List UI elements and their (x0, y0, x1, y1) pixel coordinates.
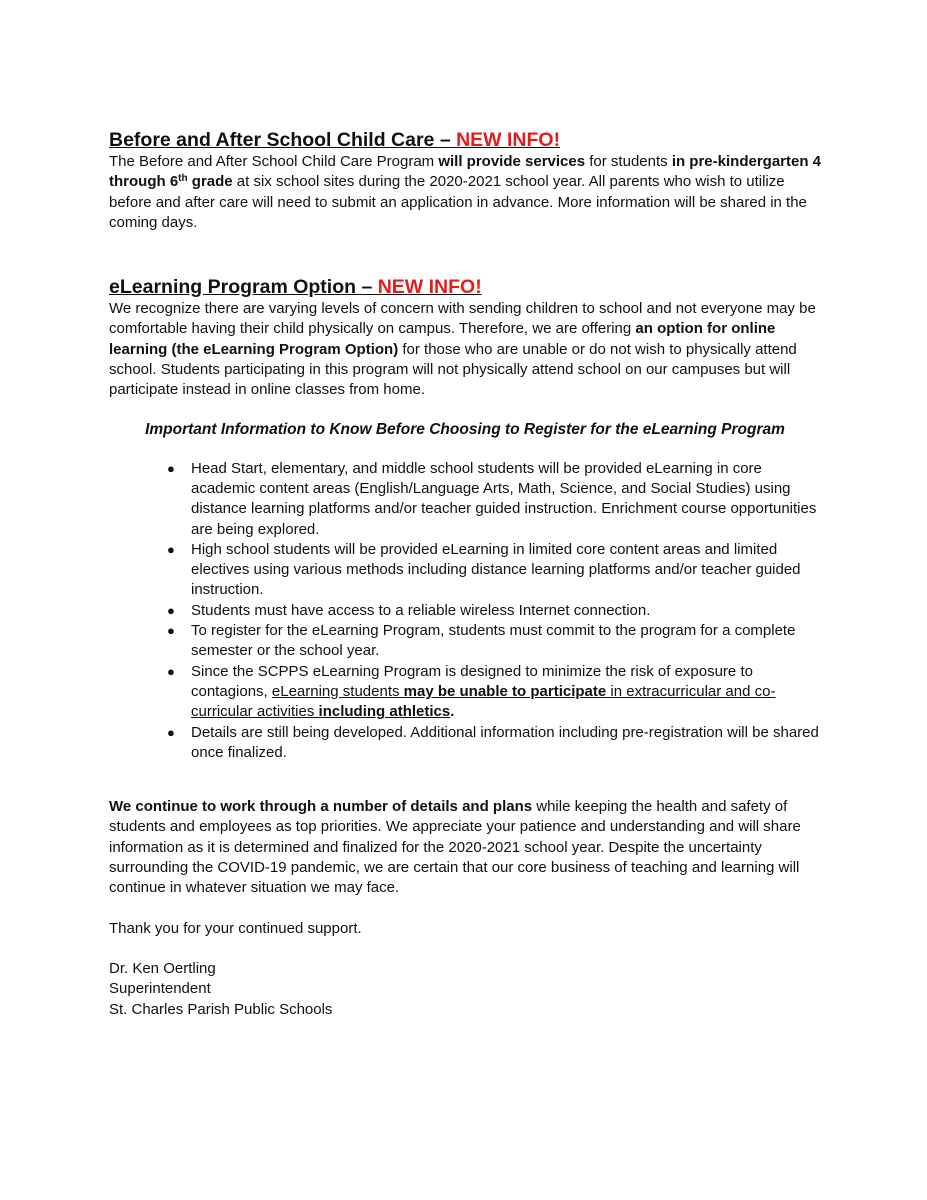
text-run-bold: . (450, 703, 455, 721)
bullet-text: Since the SCPPS eLearning Program is designed to minimize the risk of exposure to contagions, (191, 662, 753, 700)
text-run: in extracurricular and co-curricular activities (191, 682, 776, 721)
signature-name: Dr. Ken Oertling (109, 959, 216, 977)
elearning-title: eLearning Program Option – (109, 276, 378, 299)
text-run: for students (585, 153, 672, 170)
text-run: at six school sites during the 2020-2021 school year. All parents who wish to utilize before and after care will need to submit an application in advance. More information will be shared in the coming days. (109, 173, 807, 231)
closing-paragraph (109, 797, 821, 898)
text-run: The Before and After School Child Care Program (109, 153, 439, 170)
text-run: We recognize there are varying levels of concern with sending children to school and not everyone may be comfortable having their child physically on campus. Therefore, we are offering (109, 300, 816, 338)
bullet-icon: ● (167, 724, 175, 740)
new-info-badge: NEW INFO! (456, 129, 561, 151)
text-run-bold: including athletics (318, 703, 451, 721)
child-care-heading (109, 128, 821, 152)
elearning-paragraph (109, 299, 821, 400)
text-run-bold: an option for online learning (the eLearning Program Option) (109, 320, 776, 358)
text-run-bold: may be unable to participate (403, 682, 607, 700)
bullet-icon: ● (167, 663, 175, 679)
signature-role: Superintendent (109, 980, 211, 998)
bullet-text: Head Start, elementary, and middle school students will be provided eLearning in core academic content areas (English/Language Arts, Math, Science, and Social Studies) using distance learning platforms and/or teacher guided instruction. Enrichment course opportunities are being explored. (191, 459, 817, 538)
text-run: grade (187, 173, 233, 191)
list-item (109, 459, 821, 540)
superscript: th (178, 173, 188, 185)
bullet-text: To register for the eLearning Program, students must commit to the program for a complete semester or the school year. (191, 622, 796, 660)
bullet-icon: ● (167, 623, 175, 639)
new-info-badge: NEW INFO! (377, 276, 482, 299)
text-run: while keeping the health and safety of students and employees as top priorities. We appreciate your patience and understanding and will share information as it is determined and finalized for the 2020-2021 school year. Despite the uncertainty surrounding the COVID-19 pandemic, we are certain that our core business of teaching and learning will continue in whatever situation we may face. (109, 798, 801, 897)
text-run: in pre-kindergarten 4 through 6 (109, 153, 822, 191)
elearning-bullet-list (109, 459, 821, 763)
text-run-bold: We continue to work through a number of details and plans (109, 798, 533, 816)
bullet-icon: ● (167, 602, 175, 618)
signature-block (109, 959, 821, 1020)
elearning-heading (109, 275, 821, 299)
bullet-text: High school students will be provided eLearning in limited core content areas and limited electives using various methods including distance learning platforms and/or teacher guided instruction. (191, 540, 801, 599)
important-info-subheading: Important Information to Know Before Choosing to Register for the eLearning Program (145, 420, 785, 438)
document-page (109, 128, 821, 1020)
list-item (109, 601, 821, 621)
elearning-section (109, 275, 821, 763)
list-item (109, 662, 821, 723)
list-item (109, 723, 821, 764)
child-care-paragraph (109, 152, 821, 233)
child-care-section (109, 128, 821, 233)
text-run: eLearning students (271, 682, 404, 700)
child-care-title: Before and After School Child Care – (109, 129, 457, 151)
list-item (109, 621, 821, 662)
underlined-text (191, 683, 775, 720)
signature-org: St. Charles Parish Public Schools (109, 1000, 333, 1018)
text-run-bold: will provide services (438, 153, 586, 170)
bullet-icon: ● (167, 460, 175, 476)
bullet-icon: ● (167, 541, 175, 557)
bullet-text: Details are still being developed. Additional information including pre-registration will be shared once finalized. (191, 723, 819, 761)
text-run: for those who are unable or do not wish to physically attend school. Students participating in this program will not physically attend school on our campuses but will participate instead in online classes from home. (109, 340, 797, 399)
list-item (109, 540, 821, 601)
bullet-text: Students must have access to a reliable wireless Internet connection. (191, 601, 651, 619)
thanks-line: Thank you for your continued support. (109, 919, 362, 937)
